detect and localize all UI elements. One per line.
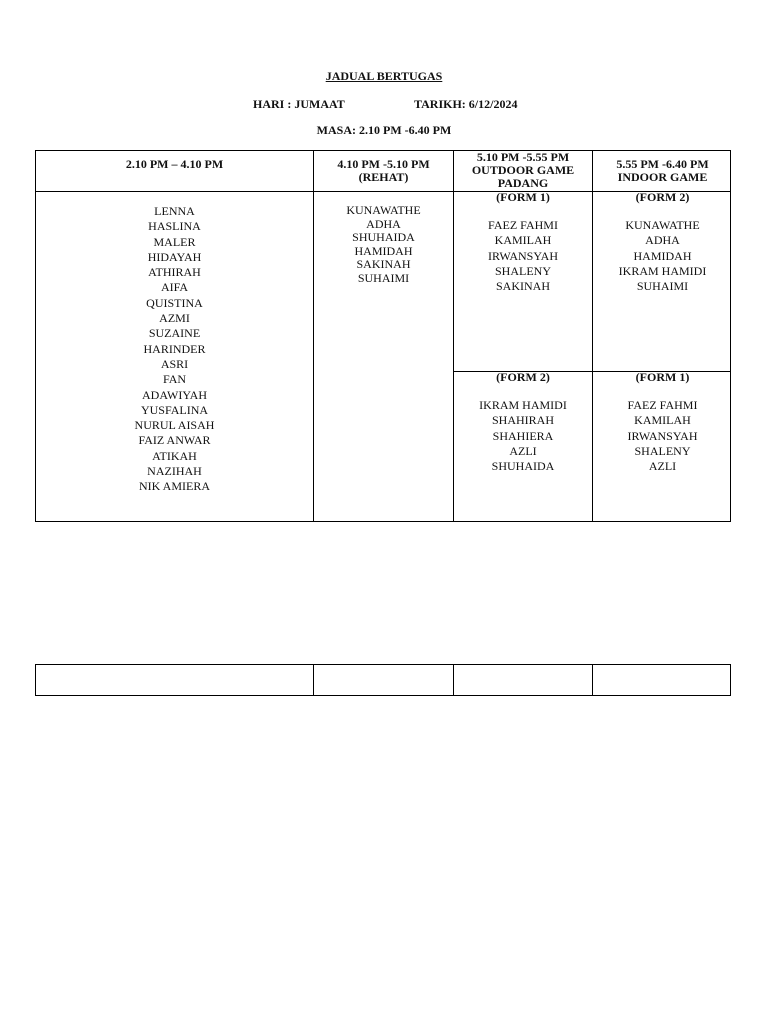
col3-top-form-label: (FORM 1) <box>496 190 550 204</box>
name-item: HASLINA <box>148 219 201 234</box>
name-item: QUISTINA <box>146 295 203 310</box>
col4-top-name-list <box>593 218 732 294</box>
name-item: AZLI <box>648 459 677 474</box>
header-col-3 <box>454 151 592 190</box>
col3-bottom-name-list <box>454 398 592 474</box>
name-item: SAKINAH <box>496 279 550 294</box>
header-col-1 <box>36 158 313 171</box>
page-title: JADUAL BERTUGAS <box>325 69 443 83</box>
name-item: SHUHAIDA <box>352 230 415 244</box>
col2-name-list <box>314 204 453 285</box>
column-divider <box>592 665 593 695</box>
name-item: ADHA <box>645 233 680 248</box>
duty-schedule-table <box>35 150 731 522</box>
name-item: HARINDER <box>143 341 206 356</box>
header-line: 4.10 PM -5.10 PM <box>337 157 430 171</box>
name-item: FAEZ FAHMI <box>627 398 698 412</box>
name-item: NURUL AISAH <box>134 418 215 433</box>
col3-bottom-form-label: (FORM 2) <box>496 370 550 384</box>
name-item: HAMIDAH <box>354 243 413 258</box>
time-label: MASA: 2.10 PM -6.40 PM <box>316 123 452 137</box>
name-item: SUHAIMI <box>636 279 689 294</box>
name-item: AZLI <box>509 443 537 458</box>
name-item: ATIKAH <box>152 448 197 463</box>
name-item: KUNAWATHE <box>625 218 700 232</box>
name-item: NAZIHAH <box>147 464 202 479</box>
name-item: YUSFALINA <box>140 402 209 417</box>
empty-table <box>35 664 731 696</box>
col3-top-name-list <box>454 218 592 294</box>
name-item: KAMILAH <box>494 233 552 248</box>
name-item: ASRI <box>160 356 189 371</box>
name-item: MALER <box>153 234 196 249</box>
col1-name-list <box>36 204 313 495</box>
name-item: ATHIRAH <box>148 265 201 280</box>
name-item: KUNAWATHE <box>346 203 421 217</box>
name-item: HIDAYAH <box>147 249 202 264</box>
name-item: FAEZ FAHMI <box>488 218 558 232</box>
name-item: IKRAM HAMIDI <box>618 263 707 278</box>
header-line: OUTDOOR GAME <box>471 163 575 177</box>
name-item: ADHA <box>366 216 401 231</box>
name-item: LENNA <box>154 204 195 218</box>
header-line: 5.55 PM -6.40 PM <box>616 157 709 171</box>
header-line: 2.10 PM – 4.10 PM <box>125 157 224 171</box>
column-divider <box>313 665 314 695</box>
name-item: SAKINAH <box>356 257 411 271</box>
header-line: PADANG <box>497 176 549 190</box>
name-item: SHALENY <box>634 443 691 458</box>
name-item: ADAWIYAH <box>141 387 208 402</box>
name-item: SHAHIERA <box>492 428 554 443</box>
column-divider <box>453 665 454 695</box>
header-line: (REHAT) <box>358 170 409 184</box>
name-item: KAMILAH <box>634 413 691 428</box>
name-item: IRWANSYAH <box>627 428 698 443</box>
name-item: NIK AMIERA <box>139 479 210 494</box>
name-item: HAMIDAH <box>633 248 692 263</box>
col4-bottom-form-label: (FORM 1) <box>635 370 690 384</box>
col4-bottom-name-list <box>593 398 732 474</box>
header-line: INDOOR GAME <box>617 170 708 184</box>
header-col-4 <box>593 158 732 184</box>
name-item: SHUHAIDA <box>491 459 555 474</box>
name-item: SHALENY <box>495 263 551 278</box>
name-item: SUHAIMI <box>357 270 410 285</box>
day-label: HARI : JUMAAT <box>253 97 345 111</box>
name-item: IRWANSYAH <box>487 248 558 263</box>
name-item: SUZAINE <box>148 326 201 341</box>
date-label: TARIKH: 6/12/2024 <box>414 97 518 111</box>
name-item: SHAHIRAH <box>491 413 554 428</box>
name-item: AIFA <box>160 280 189 295</box>
name-item: FAIZ ANWAR <box>138 433 211 448</box>
header-line: 5.10 PM -5.55 PM <box>476 150 570 164</box>
name-item: FAN <box>162 372 187 387</box>
col4-top-form-label: (FORM 2) <box>635 190 690 204</box>
header-col-2 <box>314 158 453 184</box>
name-item: AZMI <box>159 311 190 326</box>
name-item: IKRAM HAMIDI <box>479 398 567 412</box>
